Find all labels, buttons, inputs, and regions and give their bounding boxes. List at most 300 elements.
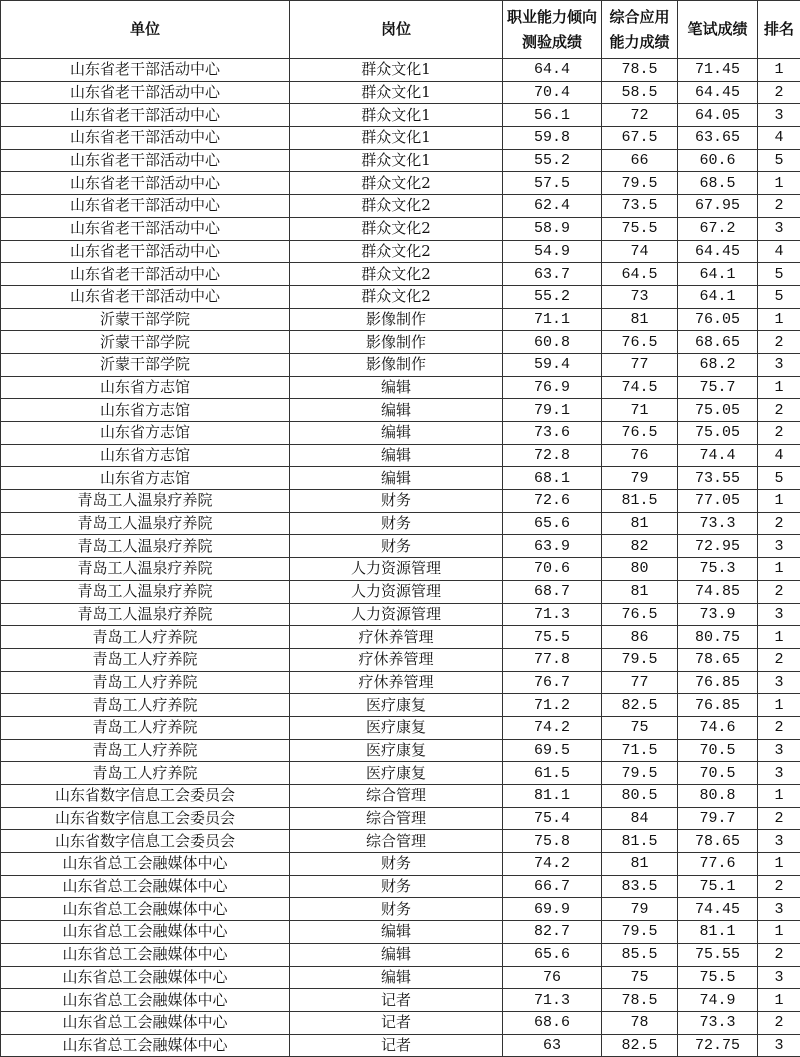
aptitude-score-cell: 69.9 bbox=[503, 898, 602, 921]
table-row bbox=[1, 603, 800, 626]
table-row bbox=[1, 512, 800, 535]
written-score-cell: 78.65 bbox=[678, 648, 758, 671]
position-cell: 疗休养管理 bbox=[290, 648, 503, 671]
position-cell: 编辑 bbox=[290, 966, 503, 989]
aptitude-score-cell: 69.5 bbox=[503, 739, 602, 762]
position-cell: 人力资源管理 bbox=[290, 558, 503, 581]
aptitude-score-cell: 77.8 bbox=[503, 648, 602, 671]
aptitude-score-cell: 54.9 bbox=[503, 240, 602, 263]
position-cell: 群众文化2 bbox=[290, 172, 503, 195]
written-score-cell: 74.85 bbox=[678, 580, 758, 603]
written-score-cell: 75.05 bbox=[678, 399, 758, 422]
table-row bbox=[1, 353, 800, 376]
application-score-cell: 74 bbox=[602, 240, 678, 263]
rank-cell: 3 bbox=[758, 104, 800, 127]
table-row bbox=[1, 399, 800, 422]
aptitude-score-cell: 75.5 bbox=[503, 626, 602, 649]
rank-cell: 3 bbox=[758, 898, 800, 921]
aptitude-score-cell: 68.6 bbox=[503, 1011, 602, 1034]
unit-cell: 青岛工人疗养院 bbox=[1, 626, 290, 649]
position-cell: 医疗康复 bbox=[290, 716, 503, 739]
unit-cell: 山东省老干部活动中心 bbox=[1, 240, 290, 263]
rank-cell: 4 bbox=[758, 127, 800, 150]
aptitude-score-cell: 58.9 bbox=[503, 217, 602, 240]
written-score-cell: 74.9 bbox=[678, 989, 758, 1012]
written-score-cell: 74.45 bbox=[678, 898, 758, 921]
table-row bbox=[1, 195, 800, 218]
table-row bbox=[1, 1011, 800, 1034]
rank-cell: 3 bbox=[758, 217, 800, 240]
position-cell: 记者 bbox=[290, 1034, 503, 1057]
unit-cell: 山东省老干部活动中心 bbox=[1, 104, 290, 127]
header-application-score: 综合应用能力成绩 bbox=[602, 1, 678, 59]
application-score-cell: 76 bbox=[602, 444, 678, 467]
position-cell: 财务 bbox=[290, 490, 503, 513]
aptitude-score-cell: 57.5 bbox=[503, 172, 602, 195]
aptitude-score-cell: 76.9 bbox=[503, 376, 602, 399]
aptitude-score-cell: 74.2 bbox=[503, 716, 602, 739]
application-score-cell: 78.5 bbox=[602, 59, 678, 82]
unit-cell: 山东省数字信息工会委员会 bbox=[1, 830, 290, 853]
position-cell: 群众文化1 bbox=[290, 81, 503, 104]
rank-cell: 3 bbox=[758, 830, 800, 853]
unit-cell: 青岛工人疗养院 bbox=[1, 762, 290, 785]
unit-cell: 山东省方志馆 bbox=[1, 399, 290, 422]
header-aptitude-score: 职业能力倾向测验成绩 bbox=[503, 1, 602, 59]
rank-cell: 3 bbox=[758, 1034, 800, 1057]
rank-cell: 5 bbox=[758, 263, 800, 286]
application-score-cell: 81 bbox=[602, 308, 678, 331]
aptitude-score-cell: 63.7 bbox=[503, 263, 602, 286]
written-score-cell: 71.45 bbox=[678, 59, 758, 82]
application-score-cell: 77 bbox=[602, 671, 678, 694]
written-score-cell: 70.5 bbox=[678, 739, 758, 762]
application-score-cell: 84 bbox=[602, 807, 678, 830]
position-cell: 人力资源管理 bbox=[290, 580, 503, 603]
table-row bbox=[1, 558, 800, 581]
written-score-cell: 64.1 bbox=[678, 285, 758, 308]
table-row bbox=[1, 716, 800, 739]
application-score-cell: 75 bbox=[602, 716, 678, 739]
table-row bbox=[1, 81, 800, 104]
application-score-cell: 74.5 bbox=[602, 376, 678, 399]
rank-cell: 1 bbox=[758, 989, 800, 1012]
application-score-cell: 81.5 bbox=[602, 490, 678, 513]
written-score-cell: 73.3 bbox=[678, 512, 758, 535]
rank-cell: 1 bbox=[758, 626, 800, 649]
aptitude-score-cell: 71.1 bbox=[503, 308, 602, 331]
unit-cell: 山东省总工会融媒体中心 bbox=[1, 1034, 290, 1057]
application-score-cell: 86 bbox=[602, 626, 678, 649]
position-cell: 群众文化1 bbox=[290, 149, 503, 172]
application-score-cell: 79 bbox=[602, 898, 678, 921]
position-cell: 编辑 bbox=[290, 444, 503, 467]
rank-cell: 2 bbox=[758, 943, 800, 966]
written-score-cell: 74.4 bbox=[678, 444, 758, 467]
table-body bbox=[1, 59, 800, 1057]
position-cell: 编辑 bbox=[290, 399, 503, 422]
written-score-cell: 77.6 bbox=[678, 853, 758, 876]
written-score-cell: 76.85 bbox=[678, 671, 758, 694]
header-written-score: 笔试成绩 bbox=[678, 1, 758, 59]
rank-cell: 2 bbox=[758, 1011, 800, 1034]
application-score-cell: 83.5 bbox=[602, 875, 678, 898]
rank-cell: 2 bbox=[758, 648, 800, 671]
rank-cell: 3 bbox=[758, 966, 800, 989]
aptitude-score-cell: 70.6 bbox=[503, 558, 602, 581]
aptitude-score-cell: 65.6 bbox=[503, 512, 602, 535]
written-score-cell: 72.75 bbox=[678, 1034, 758, 1057]
unit-cell: 青岛工人温泉疗养院 bbox=[1, 603, 290, 626]
application-score-cell: 71 bbox=[602, 399, 678, 422]
application-score-cell: 82.5 bbox=[602, 694, 678, 717]
written-score-cell: 60.6 bbox=[678, 149, 758, 172]
header-row bbox=[1, 1, 800, 59]
position-cell: 财务 bbox=[290, 512, 503, 535]
unit-cell: 青岛工人疗养院 bbox=[1, 671, 290, 694]
rank-cell: 4 bbox=[758, 444, 800, 467]
rank-cell: 2 bbox=[758, 399, 800, 422]
table-row bbox=[1, 240, 800, 263]
aptitude-score-cell: 63.9 bbox=[503, 535, 602, 558]
position-cell: 人力资源管理 bbox=[290, 603, 503, 626]
position-cell: 群众文化2 bbox=[290, 285, 503, 308]
position-cell: 编辑 bbox=[290, 467, 503, 490]
position-cell: 影像制作 bbox=[290, 331, 503, 354]
rank-cell: 3 bbox=[758, 671, 800, 694]
aptitude-score-cell: 76.7 bbox=[503, 671, 602, 694]
application-score-cell: 64.5 bbox=[602, 263, 678, 286]
rank-cell: 1 bbox=[758, 172, 800, 195]
rank-cell: 1 bbox=[758, 558, 800, 581]
unit-cell: 山东省老干部活动中心 bbox=[1, 285, 290, 308]
table-row bbox=[1, 875, 800, 898]
application-score-cell: 72 bbox=[602, 104, 678, 127]
aptitude-score-cell: 63 bbox=[503, 1034, 602, 1057]
written-score-cell: 81.1 bbox=[678, 921, 758, 944]
aptitude-score-cell: 71.2 bbox=[503, 694, 602, 717]
position-cell: 财务 bbox=[290, 853, 503, 876]
table-row bbox=[1, 853, 800, 876]
table-row bbox=[1, 490, 800, 513]
unit-cell: 山东省总工会融媒体中心 bbox=[1, 989, 290, 1012]
unit-cell: 山东省方志馆 bbox=[1, 444, 290, 467]
application-score-cell: 75.5 bbox=[602, 217, 678, 240]
table-row bbox=[1, 989, 800, 1012]
unit-cell: 青岛工人疗养院 bbox=[1, 739, 290, 762]
table-row bbox=[1, 263, 800, 286]
table-row bbox=[1, 921, 800, 944]
position-cell: 群众文化1 bbox=[290, 59, 503, 82]
application-score-cell: 81.5 bbox=[602, 830, 678, 853]
position-cell: 群众文化1 bbox=[290, 127, 503, 150]
written-score-cell: 70.5 bbox=[678, 762, 758, 785]
application-score-cell: 79.5 bbox=[602, 172, 678, 195]
aptitude-score-cell: 74.2 bbox=[503, 853, 602, 876]
position-cell: 记者 bbox=[290, 989, 503, 1012]
written-score-cell: 79.7 bbox=[678, 807, 758, 830]
application-score-cell: 80.5 bbox=[602, 785, 678, 808]
written-score-cell: 75.1 bbox=[678, 875, 758, 898]
application-score-cell: 78.5 bbox=[602, 989, 678, 1012]
application-score-cell: 67.5 bbox=[602, 127, 678, 150]
table-row bbox=[1, 59, 800, 82]
written-score-cell: 64.45 bbox=[678, 240, 758, 263]
position-cell: 记者 bbox=[290, 1011, 503, 1034]
written-score-cell: 72.95 bbox=[678, 535, 758, 558]
rank-cell: 1 bbox=[758, 59, 800, 82]
unit-cell: 山东省方志馆 bbox=[1, 376, 290, 399]
table-row bbox=[1, 762, 800, 785]
aptitude-score-cell: 59.4 bbox=[503, 353, 602, 376]
aptitude-score-cell: 62.4 bbox=[503, 195, 602, 218]
written-score-cell: 74.6 bbox=[678, 716, 758, 739]
position-cell: 医疗康复 bbox=[290, 739, 503, 762]
application-score-cell: 71.5 bbox=[602, 739, 678, 762]
rank-cell: 3 bbox=[758, 353, 800, 376]
position-cell: 群众文化2 bbox=[290, 263, 503, 286]
unit-cell: 青岛工人温泉疗养院 bbox=[1, 535, 290, 558]
aptitude-score-cell: 75.8 bbox=[503, 830, 602, 853]
application-score-cell: 79.5 bbox=[602, 921, 678, 944]
unit-cell: 山东省老干部活动中心 bbox=[1, 81, 290, 104]
unit-cell: 山东省老干部活动中心 bbox=[1, 263, 290, 286]
rank-cell: 1 bbox=[758, 308, 800, 331]
written-score-cell: 75.3 bbox=[678, 558, 758, 581]
rank-cell: 2 bbox=[758, 716, 800, 739]
rank-cell: 3 bbox=[758, 535, 800, 558]
aptitude-score-cell: 59.8 bbox=[503, 127, 602, 150]
table-row bbox=[1, 172, 800, 195]
written-score-cell: 80.75 bbox=[678, 626, 758, 649]
table-row bbox=[1, 739, 800, 762]
table-row bbox=[1, 830, 800, 853]
written-score-cell: 73.9 bbox=[678, 603, 758, 626]
table-row bbox=[1, 1034, 800, 1057]
application-score-cell: 80 bbox=[602, 558, 678, 581]
unit-cell: 青岛工人温泉疗养院 bbox=[1, 490, 290, 513]
written-score-cell: 75.05 bbox=[678, 422, 758, 445]
position-cell: 疗休养管理 bbox=[290, 671, 503, 694]
position-cell: 综合管理 bbox=[290, 807, 503, 830]
table-row bbox=[1, 331, 800, 354]
unit-cell: 山东省总工会融媒体中心 bbox=[1, 943, 290, 966]
table-row bbox=[1, 626, 800, 649]
rank-cell: 1 bbox=[758, 694, 800, 717]
written-score-cell: 73.3 bbox=[678, 1011, 758, 1034]
application-score-cell: 75 bbox=[602, 966, 678, 989]
rank-cell: 1 bbox=[758, 921, 800, 944]
unit-cell: 青岛工人温泉疗养院 bbox=[1, 512, 290, 535]
table-row bbox=[1, 694, 800, 717]
rank-cell: 2 bbox=[758, 580, 800, 603]
aptitude-score-cell: 76 bbox=[503, 966, 602, 989]
table-row bbox=[1, 217, 800, 240]
aptitude-score-cell: 82.7 bbox=[503, 921, 602, 944]
aptitude-score-cell: 75.4 bbox=[503, 807, 602, 830]
position-cell: 影像制作 bbox=[290, 353, 503, 376]
position-cell: 医疗康复 bbox=[290, 762, 503, 785]
table-row bbox=[1, 467, 800, 490]
header-position: 岗位 bbox=[290, 1, 503, 59]
table-row bbox=[1, 149, 800, 172]
written-score-cell: 75.55 bbox=[678, 943, 758, 966]
unit-cell: 沂蒙干部学院 bbox=[1, 308, 290, 331]
unit-cell: 山东省老干部活动中心 bbox=[1, 195, 290, 218]
unit-cell: 山东省总工会融媒体中心 bbox=[1, 875, 290, 898]
written-score-cell: 68.5 bbox=[678, 172, 758, 195]
table-row bbox=[1, 966, 800, 989]
written-score-cell: 75.7 bbox=[678, 376, 758, 399]
table-row bbox=[1, 535, 800, 558]
unit-cell: 山东省数字信息工会委员会 bbox=[1, 807, 290, 830]
written-score-cell: 76.85 bbox=[678, 694, 758, 717]
rank-cell: 5 bbox=[758, 467, 800, 490]
position-cell: 群众文化1 bbox=[290, 104, 503, 127]
table-row bbox=[1, 785, 800, 808]
application-score-cell: 81 bbox=[602, 512, 678, 535]
position-cell: 编辑 bbox=[290, 422, 503, 445]
position-cell: 群众文化2 bbox=[290, 195, 503, 218]
application-score-cell: 73.5 bbox=[602, 195, 678, 218]
unit-cell: 青岛工人温泉疗养院 bbox=[1, 558, 290, 581]
written-score-cell: 80.8 bbox=[678, 785, 758, 808]
unit-cell: 山东省总工会融媒体中心 bbox=[1, 898, 290, 921]
rank-cell: 5 bbox=[758, 285, 800, 308]
position-cell: 群众文化2 bbox=[290, 240, 503, 263]
application-score-cell: 77 bbox=[602, 353, 678, 376]
rank-cell: 1 bbox=[758, 853, 800, 876]
position-cell: 综合管理 bbox=[290, 830, 503, 853]
written-score-cell: 64.1 bbox=[678, 263, 758, 286]
rank-cell: 5 bbox=[758, 149, 800, 172]
written-score-cell: 64.05 bbox=[678, 104, 758, 127]
position-cell: 综合管理 bbox=[290, 785, 503, 808]
rank-cell: 2 bbox=[758, 81, 800, 104]
aptitude-score-cell: 68.7 bbox=[503, 580, 602, 603]
written-score-cell: 64.45 bbox=[678, 81, 758, 104]
table-row bbox=[1, 943, 800, 966]
unit-cell: 青岛工人疗养院 bbox=[1, 694, 290, 717]
application-score-cell: 76.5 bbox=[602, 603, 678, 626]
aptitude-score-cell: 65.6 bbox=[503, 943, 602, 966]
application-score-cell: 79.5 bbox=[602, 762, 678, 785]
aptitude-score-cell: 79.1 bbox=[503, 399, 602, 422]
table-row bbox=[1, 444, 800, 467]
position-cell: 编辑 bbox=[290, 921, 503, 944]
position-cell: 影像制作 bbox=[290, 308, 503, 331]
position-cell: 医疗康复 bbox=[290, 694, 503, 717]
unit-cell: 山东省老干部活动中心 bbox=[1, 149, 290, 172]
aptitude-score-cell: 73.6 bbox=[503, 422, 602, 445]
table-row bbox=[1, 422, 800, 445]
aptitude-score-cell: 60.8 bbox=[503, 331, 602, 354]
position-cell: 财务 bbox=[290, 535, 503, 558]
unit-cell: 青岛工人疗养院 bbox=[1, 648, 290, 671]
aptitude-score-cell: 71.3 bbox=[503, 603, 602, 626]
application-score-cell: 79.5 bbox=[602, 648, 678, 671]
unit-cell: 青岛工人疗养院 bbox=[1, 716, 290, 739]
unit-cell: 山东省总工会融媒体中心 bbox=[1, 1011, 290, 1034]
unit-cell: 山东省总工会融媒体中心 bbox=[1, 853, 290, 876]
unit-cell: 山东省老干部活动中心 bbox=[1, 59, 290, 82]
aptitude-score-cell: 72.6 bbox=[503, 490, 602, 513]
rank-cell: 2 bbox=[758, 195, 800, 218]
unit-cell: 山东省方志馆 bbox=[1, 467, 290, 490]
written-score-cell: 73.55 bbox=[678, 467, 758, 490]
written-score-cell: 78.65 bbox=[678, 830, 758, 853]
rank-cell: 3 bbox=[758, 762, 800, 785]
header-rank: 排名 bbox=[758, 1, 800, 59]
application-score-cell: 66 bbox=[602, 149, 678, 172]
aptitude-score-cell: 55.2 bbox=[503, 149, 602, 172]
rank-cell: 2 bbox=[758, 512, 800, 535]
rank-cell: 2 bbox=[758, 807, 800, 830]
rank-cell: 1 bbox=[758, 785, 800, 808]
table-row bbox=[1, 127, 800, 150]
application-score-cell: 81 bbox=[602, 580, 678, 603]
position-cell: 编辑 bbox=[290, 943, 503, 966]
position-cell: 财务 bbox=[290, 898, 503, 921]
aptitude-score-cell: 66.7 bbox=[503, 875, 602, 898]
table-row bbox=[1, 580, 800, 603]
application-score-cell: 58.5 bbox=[602, 81, 678, 104]
aptitude-score-cell: 81.1 bbox=[503, 785, 602, 808]
unit-cell: 青岛工人温泉疗养院 bbox=[1, 580, 290, 603]
table-row bbox=[1, 671, 800, 694]
application-score-cell: 85.5 bbox=[602, 943, 678, 966]
table-row bbox=[1, 104, 800, 127]
application-score-cell: 76.5 bbox=[602, 331, 678, 354]
rank-cell: 4 bbox=[758, 240, 800, 263]
position-cell: 财务 bbox=[290, 875, 503, 898]
rank-cell: 2 bbox=[758, 422, 800, 445]
written-score-cell: 76.05 bbox=[678, 308, 758, 331]
rank-cell: 3 bbox=[758, 603, 800, 626]
application-score-cell: 82 bbox=[602, 535, 678, 558]
table-row bbox=[1, 308, 800, 331]
written-score-cell: 75.5 bbox=[678, 966, 758, 989]
rank-cell: 2 bbox=[758, 331, 800, 354]
aptitude-score-cell: 68.1 bbox=[503, 467, 602, 490]
aptitude-score-cell: 55.2 bbox=[503, 285, 602, 308]
written-score-cell: 67.95 bbox=[678, 195, 758, 218]
written-score-cell: 77.05 bbox=[678, 490, 758, 513]
table-row bbox=[1, 898, 800, 921]
application-score-cell: 76.5 bbox=[602, 422, 678, 445]
application-score-cell: 81 bbox=[602, 853, 678, 876]
rank-cell: 1 bbox=[758, 490, 800, 513]
rank-cell: 1 bbox=[758, 376, 800, 399]
application-score-cell: 82.5 bbox=[602, 1034, 678, 1057]
aptitude-score-cell: 72.8 bbox=[503, 444, 602, 467]
unit-cell: 山东省老干部活动中心 bbox=[1, 172, 290, 195]
unit-cell: 沂蒙干部学院 bbox=[1, 331, 290, 354]
application-score-cell: 79 bbox=[602, 467, 678, 490]
written-score-cell: 68.2 bbox=[678, 353, 758, 376]
table-row bbox=[1, 807, 800, 830]
rank-cell: 2 bbox=[758, 875, 800, 898]
unit-cell: 山东省方志馆 bbox=[1, 422, 290, 445]
position-cell: 编辑 bbox=[290, 376, 503, 399]
written-score-cell: 63.65 bbox=[678, 127, 758, 150]
written-score-cell: 68.65 bbox=[678, 331, 758, 354]
table-row bbox=[1, 376, 800, 399]
position-cell: 群众文化2 bbox=[290, 217, 503, 240]
header-unit: 单位 bbox=[1, 1, 290, 59]
unit-cell: 沂蒙干部学院 bbox=[1, 353, 290, 376]
aptitude-score-cell: 71.3 bbox=[503, 989, 602, 1012]
